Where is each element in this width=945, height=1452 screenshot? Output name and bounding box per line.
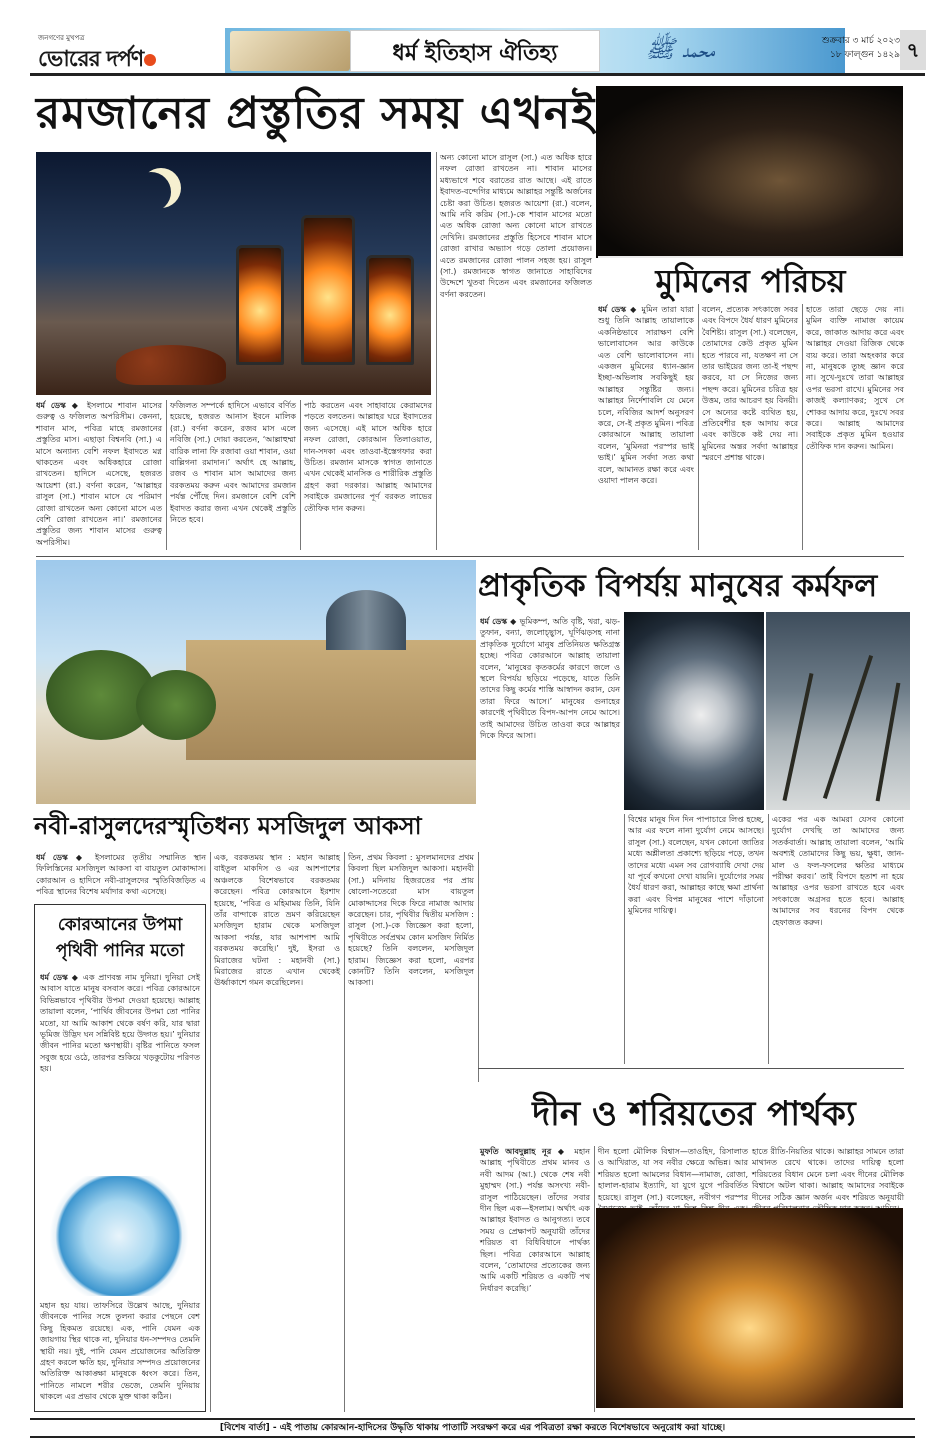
deen-headline[interactable]: দীন ও শরিয়তের পার্থক্য <box>532 1094 856 1134</box>
column-rule <box>698 304 699 550</box>
deen-column-3: হাতে রীতি-নিয়তির থাকে। আল্লাহর সামনে তারা মাথানত রেখে থাকে। তাদের দায়িত্ব হলো শরিয়তের বিধান মেনে চলা এবং দীনের মৌলিক বিশ্বাসে অটল থাকা। আল্লাহ আমাদের সবাইকে দীনের সঠিক জ্ঞান অর্জন এবং শরিয়ত অনুযায়ী <box>752 1147 904 1202</box>
logo-text: ভোরের দর্পণ <box>38 47 144 72</box>
aqsa-byline: ধর্ম ডেস্ক ◆ <box>36 853 88 862</box>
ramadan-headline[interactable]: রমজানের প্রস্তুতির সময় এখনই <box>36 88 596 139</box>
aqsa-column-1: এক, বরকতময় স্থান : মহান আল্লাহ বাইতুল মাকদিস ও এর আশপাশের অঞ্চলকে বিশেষভাবে বরকতময় করেছেন। পবিত্র কোরআনে ইরশাদ হয়েছে, ‘পবিত্র ও মহিমাময় তিনি, যিনি তাঁর বান্দাকে রাতে ভ্রমণ করিয়েছেন মসজিদুল হারাম থেকে মসজিদুল আকসা পর্যন্ত, যার আশপাশ আমি বরকতময় করেছি।’ দুই, ইসরা ও মিরাজের ঘটনা : মহানবী (সা.) মিরাজের রাতে এখান থেকেই ঊর্ধ্বাকাশে গমন করেছিলেন। <box>214 853 340 988</box>
quran-column-1: ধর্ম ডেস্ক ◆ এক প্রাণবন্ত নাম দুনিয়া। দুনিয়া সেই আবাস যাতে মানুষ বসবাস করে। পবিত্র কোরআনে বিভিন্নভাবে পৃথিবীর উপমা দেওয়া হয়েছে। আল্লাহ তায়ালা বলেন, ‘পার্থিব জীবনের উপমা তো পানির মতো, যা আমি আকাশ থেকে বর্ষণ করি, যার দ্বারা ভূমিজ উদ্ভিদ ঘন সন্নিবিষ্ট হয়ে উদ্গত হয়।’ দুনিয়ার জীবন পানির মতো ক্ষণস্থায়ী। বৃষ্টির পানিতে ফসল সবুজ হয়ে ওঠে, তারপর শুকিয়ে খড়কুটোয় পরিণত হয়। <box>40 973 200 1074</box>
disaster-column-3: একের পর এক আমরা যেসব কোনো দুর্যোগ দেখছি তা আমাদের জন্য সতর্কবার্তা। আল্লাহ তায়ালা বলেন, ‘আমি অবশ্যই তোমাদের কিছু ভয়, ক্ষুধা, জান-মাল ও ফল-ফসলের ক্ষতির মাধ্যমে পরীক্ষা করব।’ তাই বিপদে হতাশ না হয়ে আল্লাহর ওপর ভরসা রাখতে হবে এবং সৎকাজে অগ্রসর হতে হবে। আল্লাহ আমাদের সব ধরনের বিপদ থেকে হেফাজত করুন। <box>772 815 904 927</box>
section-divider <box>478 1068 904 1069</box>
mumin-byline: ধর্ম ডেস্ক ◆ <box>598 305 638 314</box>
mumin-column-1: ধর্ম ডেস্ক ◆ মুমিন তারা যারা শুধু তিনি আল্লাহ তায়ালাকে একনিষ্ঠভাবে সারাক্ষণ বেশি ভালোবাসেন আর কাউকে এত বেশি ভালোবাসেন না। একজন মুমিনের ধ্যান-জ্ঞান ইচ্ছা-অভিলাষ সবকিছুই হয় আল্লাহর সন্তুষ্টির জন্য। আল্লাহর নির্দেশাবলি যে মেনে চলে, নবিজির আদর্শ অনুসরণ করে, সে-ই প্রকৃত মুমিন। পবিত্র কোরআনে আল্লাহ তায়ালা বলেন, ‘মুমিনরা পরস্পর ভাই ভাই।’ মুমিন সর্বদা সত্য কথা বলে, আমানত রক্ষা করে এবং ওয়াদা পালন করে। <box>598 305 694 486</box>
date-block <box>750 34 900 62</box>
column-rule <box>594 1146 595 1412</box>
quran-book-image <box>230 31 350 71</box>
storm-palm-trees-image <box>766 612 910 810</box>
column-rule <box>478 852 479 1082</box>
column-rule <box>768 814 769 1064</box>
palm-tree-icon <box>876 683 901 802</box>
column-rule <box>166 400 167 550</box>
cyclone-satellite-image <box>624 612 764 810</box>
quran-byline: ধর্ম ডেস্ক ◆ <box>40 973 80 982</box>
date-bengali: ১৮ ফাল্গুন ১৪২৯ <box>829 50 900 60</box>
ramadan-column-3: পাঠ করতেন এবং সাহাবায়ে কেরামদের পড়তে বলতেন। আল্লাহর ঘরে ইবাদতের জন্য এসেছে। এই মাসে অধিক হারে নফল রোজা, কোরআন তিলাওয়াত, দান-সদকা এবং তাওবা-ইস্তেগফার করা উচিত। রমজান মাসকে স্বাগত জানাতে এখন থেকেই মানসিক ও শারীরিক প্রস্তুতি গ্রহণ করা দরকার। আল্লাহ আমাদের সবাইকে রমজানের পূর্ণ বরকত লাভের তৌফিক দান করুন। <box>304 401 432 513</box>
column-rule <box>344 852 345 1412</box>
disaster-headline[interactable]: প্রাকৃতিক বিপর্যয় মানুষের কর্মফল <box>478 568 878 604</box>
disaster-column-1: ধর্ম ডেস্ক ◆ ভূমিকম্প, অতি বৃষ্টি, খরা, ঝড়-তুফান, বন্যা, জলোচ্ছ্বাস, ঘূর্ণিঝড়সহ নানা প্রাকৃতিক দুর্যোগে মানুষ প্রতিনিয়ত ক্ষতিগ্রস্ত হচ্ছে। পবিত্র কোরআনে আল্লাহ তায়ালা বলেন, ‘মানুষের কৃতকর্মের কারণে জলে ও স্থলে বিপর্যয় ছড়িয়ে পড়েছে, যাতে তিনি তাদের কিছু কর্মের শাস্তি আস্বাদন করান, যেন তারা ফিরে আসে।’ মানুষের গুনাহের কারণেই পৃথিবীতে বিপদ-আপদ নেমে আসে। তাই আমাদের উচিত তাওবা করে আল্লাহর দিকে ফিরে আসা। <box>480 617 620 741</box>
deen-byline: মুফতি আবদুল্লাহ নূর ◆ <box>480 1147 568 1156</box>
lamp-bookshelf-image <box>596 1208 903 1408</box>
palm-tree-icon <box>783 673 814 801</box>
logo-tagline: জনগণের মুখপত্র <box>38 34 85 42</box>
quran-headline[interactable]: কোরআনের উপমা পৃথিবী পানির মতো <box>55 915 185 961</box>
al-aqsa-mosque-image <box>36 560 476 804</box>
footer-notice: [বিশেষ বার্তা] - এই পাতায় কোরআন-হাদিসের উদ্ধৃতি থাকায় পাতাটি সংরক্ষণ করে এর পবিত্রতা রক্ষা করতে বিশেষভাবে অনুরোধ করা যাচ্ছে। <box>30 1418 915 1438</box>
tree-icon <box>136 670 216 740</box>
ramadan-column-4: অন্য কোনো মাসে রাসুল (সা.) এত অধিক হারে নফল রোজা রাখতেন না। শাবান মাসের মধ্যভাগে শবে বরাতের রাত আছে। এই রাতে ইবাদত-বন্দেগির মাধ্যমে আল্লাহর সন্তুষ্টি অর্জনের চেষ্টা করা উচিত। হজরত আয়েশা (রা.) বলেন, আমি নবি করিম (সা.)-কে শাবান মাসের মতো এত অধিক রোজা অন্য কোনো মাসে রাখতে দেখিনি। রমজানের প্রস্তুতি হিসেবে শাবান মাসে রোজা রাখার অভ্যাস গড়ে তোলা প্রয়োজন। এতে রমজানের রোজা পালন সহজ হয়। রাসুল (সা.) রমজানকে স্বাগত জানাতে সাহাবিদের উদ্দেশে খুতবা দিতেন এবং রমজানের ফজিলত বর্ণনা করতেন। <box>440 153 592 299</box>
section-title: ধর্ম ইতিহাস ঐতিহ্য <box>392 41 558 66</box>
newspaper-logo[interactable] <box>38 42 157 79</box>
date-gregorian: শুক্রবার ৩ মার্চ ২০২৩ <box>821 36 900 46</box>
column-rule <box>624 814 625 1064</box>
calligraphy: محمد ﷺ <box>645 35 715 63</box>
disaster-column-2: বিশ্বের মানুষ দিন দিন পাপাচারে লিপ্ত হচ্ছে, আর এর ফলে নানা দুর্যোগ নেমে আসছে। রাসুল (সা.) বলেছেন, যখন কোনো জাতির মধ্যে অশ্লীলতা প্রকাশ্যে ছড়িয়ে পড়ে, তখন তাদের মধ্যে এমন সব রোগব্যাধি দেখা দেয় যা পূর্বে কখনো দেখা যায়নি। দুর্যোগের সময় ধৈর্য ধারণ করা, আল্লাহর কাছে ক্ষমা প্রার্থনা করা এবং বিপন্ন মানুষের পাশে দাঁড়ানো মুমিনের দায়িত্ব। <box>628 815 764 916</box>
crescent-moon-icon <box>131 172 171 212</box>
column-rule <box>436 152 437 550</box>
lantern-icon <box>236 245 284 365</box>
ramadan-column-2: ফজিলত সম্পর্কে হাদিসে এভাবে বর্ণিত হয়েছে, হজরত আনাস ইবনে মালিক (রা.) বর্ণনা করেন, রজব মাস এলে নবিজি (সা.) দোয়া করতেন, ‘আল্লাহুম্মা বারিক লানা ফি রজাবা ওয়া শাবান, ওয়া বাল্লিগনা রমাদান।’ অর্থাৎ হে আল্লাহ, রজব ও শাবান মাস আমাদের জন্য বরকতময় করুন এবং আমাদের রমজান পর্যন্ত পৌঁছে দিন। রমজানে বেশি বেশি ইবাদত করার জন্য এখন থেকেই প্রস্তুতি নিতে হবে। <box>170 401 296 525</box>
deen-column-2: দীন হলো মৌলিক বিশ্বাস—তাওহিদ, রিসালাত ও আখিরাত, যা সব নবীর ক্ষেত্রে অভিন্ন। আর শরিয়ত হলো আমলের বিধান—নামাজ, রোজা, হালাল-হারাম ইত্যাদি, যা যুগে যুগে পরিবর্তিত হয়েছে। রাসুল (সা.) বলেছেন, নবীগণ পরস্পর <box>598 1147 748 1202</box>
aqsa-headline[interactable]: নবী-রাসুলদেরস্মৃতিধন্য মসজিদুল আকসা <box>34 812 422 840</box>
disaster-byline: ধর্ম ডেস্ক ◆ <box>480 617 517 626</box>
mosque-dome-icon <box>326 590 406 650</box>
masthead <box>30 28 925 76</box>
aqsa-column-2: তিন, প্রথম কিবলা : মুসলমানদের প্রথম কিবলা ছিল মসজিদুল আকসা। মহানবী (সা.) মদিনায় হিজরতের পর প্রায় ষোলো-সতেরো মাস বায়তুল মোকাদ্দাসের দিকে ফিরে নামাজ আদায় করেছেন। চার, পৃথিবীর দ্বিতীয় মসজিদ : রাসুল (সা.)-কে জিজ্ঞেস করা হলো, পৃথিবীতে সর্বপ্রথম কোন মসজিদ নির্মিত হয়েছে? তিনি বললেন, মসজিদুল হারাম। জিজ্ঞেস করা হলো, এরপর কোনটি? তিনি বললেন, মসজিদুল আকসা। <box>348 853 474 988</box>
mumin-column-3: হাতে তারা ছেড়ে দেয় না। মুমিন ব্যক্তি নামাজ কায়েম করে, জাকাত আদায় করে এবং আল্লাহর দেওয়া রিজিক থেকে ব্যয় করে। তারা অহংকার করে না, মানুষকে তুচ্ছ জ্ঞান করে না। সুখে-দুঃখে তারা আল্লাহর ওপর ভরসা রাখে। মুমিনের সব কাজই কল্যাণকর; সুখে সে শোকর আদায় করে, দুঃখে সবর করে। আল্লাহ আমাদের সবাইকে প্রকৃত মুমিন হওয়ার তৌফিক দান করুন। আমিন। <box>806 305 904 451</box>
column-rule <box>300 400 301 550</box>
ramadan-column-1: ধর্ম ডেস্ক ◆ ইসলামে শাবান মাসের গুরুত্ব ও ফজিলত অপরিসীম। কেননা, শাবান মাস, পবিত্র মাহে রমজানের প্রস্তুতির মাস। এছাড়া বিশ্বনবি (সা.) এ মাসে অন্যান্য বেশি নফল ইবাদতে মগ্ন থাকতেন এবং অধিকহারে রোজা রাখতেন। হাদিসে এসেছে, হজরত আয়েশা (রা.) বর্ণনা করেন, ‘আল্লাহর রাসুল (সা.) শাবান মাসে যে পরিমাণ রোজা রাখতেন অন্য কোনো মাসে এত বেশি রোজা রাখতেন না।’ রমজানের প্রস্তুতির জন্য শাবান মাসের গুরুত্ব অপরিসীম। <box>36 401 163 547</box>
section-divider <box>36 556 904 557</box>
deen-column-1: মুফতি আবদুল্লাহ নূর ◆ মহান আল্লাহ পৃথিবীতে প্রথম মানব ও নবী আদম (আ.) থেকে শেষ নবী মুহাম্মদ (সা.) পর্যন্ত অসংখ্য নবী-রাসুল পাঠিয়েছেন। তাঁদের সবার দীন ছিল এক—ইসলাম। অর্থাৎ এক আল্লাহর ইবাদত ও আনুগত্য। তবে সময় ও প্রেক্ষাপট অনুযায়ী তাঁদের শরিয়ত বা বিধিবিধানে পার্থক্য ছিল। পবিত্র কোরআনে আল্লাহ বলেন, ‘তোমাদের প্রত্যেকের জন্য আমি একটি শরিয়ত ও একটি পথ নির্ধারণ করেছি।’ <box>480 1147 590 1293</box>
mosque-building <box>186 640 476 760</box>
column-rule <box>802 304 803 550</box>
water-earth-image <box>40 1176 198 1296</box>
mumin-headline[interactable]: মুমিনের পরিচয় <box>598 256 903 300</box>
lantern-icon <box>366 255 414 365</box>
column-rule <box>210 852 211 1412</box>
praying-man-image <box>596 86 903 258</box>
palm-tree-icon <box>823 655 873 799</box>
sun-icon <box>144 54 156 66</box>
page-number: ৭ <box>900 30 926 70</box>
ramadan-lantern-image <box>36 152 431 395</box>
quran-column-2: মহান হয় যায়। তাফসিরে উল্লেখ আছে, দুনিয়ার জীবনকে পানির সঙ্গে তুলনা করার পেছনে বেশ কিছু হিকমত রয়েছে। এক, পানি যেমন এক জায়গায় স্থির থাকে না, দুনিয়ার ধন-সম্পদও তেমনি স্থায়ী নয়। দুই, পানি যেমন প্রয়োজনের অতিরিক্ত গ্রহণ করলে ক্ষতি হয়, দুনিয়ার সম্পদও প্রয়োজনের অতিরিক্ত আকাঙ্ক্ষা মানুষকে ধ্বংস করে। তিন, পানিতে নামলে শরীর ভেজে, তেমনি দুনিয়ায় থাকলে এর প্রভাব থেকে মুক্ত থাকা কঠিন। <box>40 1301 200 1402</box>
dates-bowl-icon <box>116 345 226 385</box>
mumin-column-2: বলেন, প্রত্যেক সৎকাজে সবর এবং বিপদে ধৈর্য ধারণ মুমিনের বৈশিষ্ট্য। রাসুল (সা.) বলেছেন, তোমাদের কেউ প্রকৃত মুমিন হতে পারবে না, যতক্ষণ না সে তার ভাইয়ের জন্য তা-ই পছন্দ করবে, যা সে নিজের জন্য পছন্দ করে। মুমিনের চরিত্র হয় উত্তম, তার আচরণ হয় বিনয়ী। সে অন্যের কষ্টে ব্যথিত হয়, প্রতিবেশীর হক আদায় করে এবং কাউকে কষ্ট দেয় না। মুমিনের অন্তর সর্বদা আল্লাহর স্মরণে প্রশান্ত থাকে। <box>702 305 798 463</box>
ramadan-byline: ধর্ম ডেস্ক ◆ <box>36 401 82 410</box>
aqsa-intro: ধর্ম ডেস্ক ◆ ইসলামের তৃতীয় সম্মানিত স্থান ফিলিস্তিনের মসজিদুল আকসা বা বায়তুল মোকাদ্দাস। কোরআন ও হাদিসে নবী-রাসুলদের স্মৃতিবিজড়িত এ পবিত্র স্থানের বিশেষ মর্যাদার কথা এসেছে। <box>36 853 207 897</box>
lantern-icon <box>301 215 355 365</box>
